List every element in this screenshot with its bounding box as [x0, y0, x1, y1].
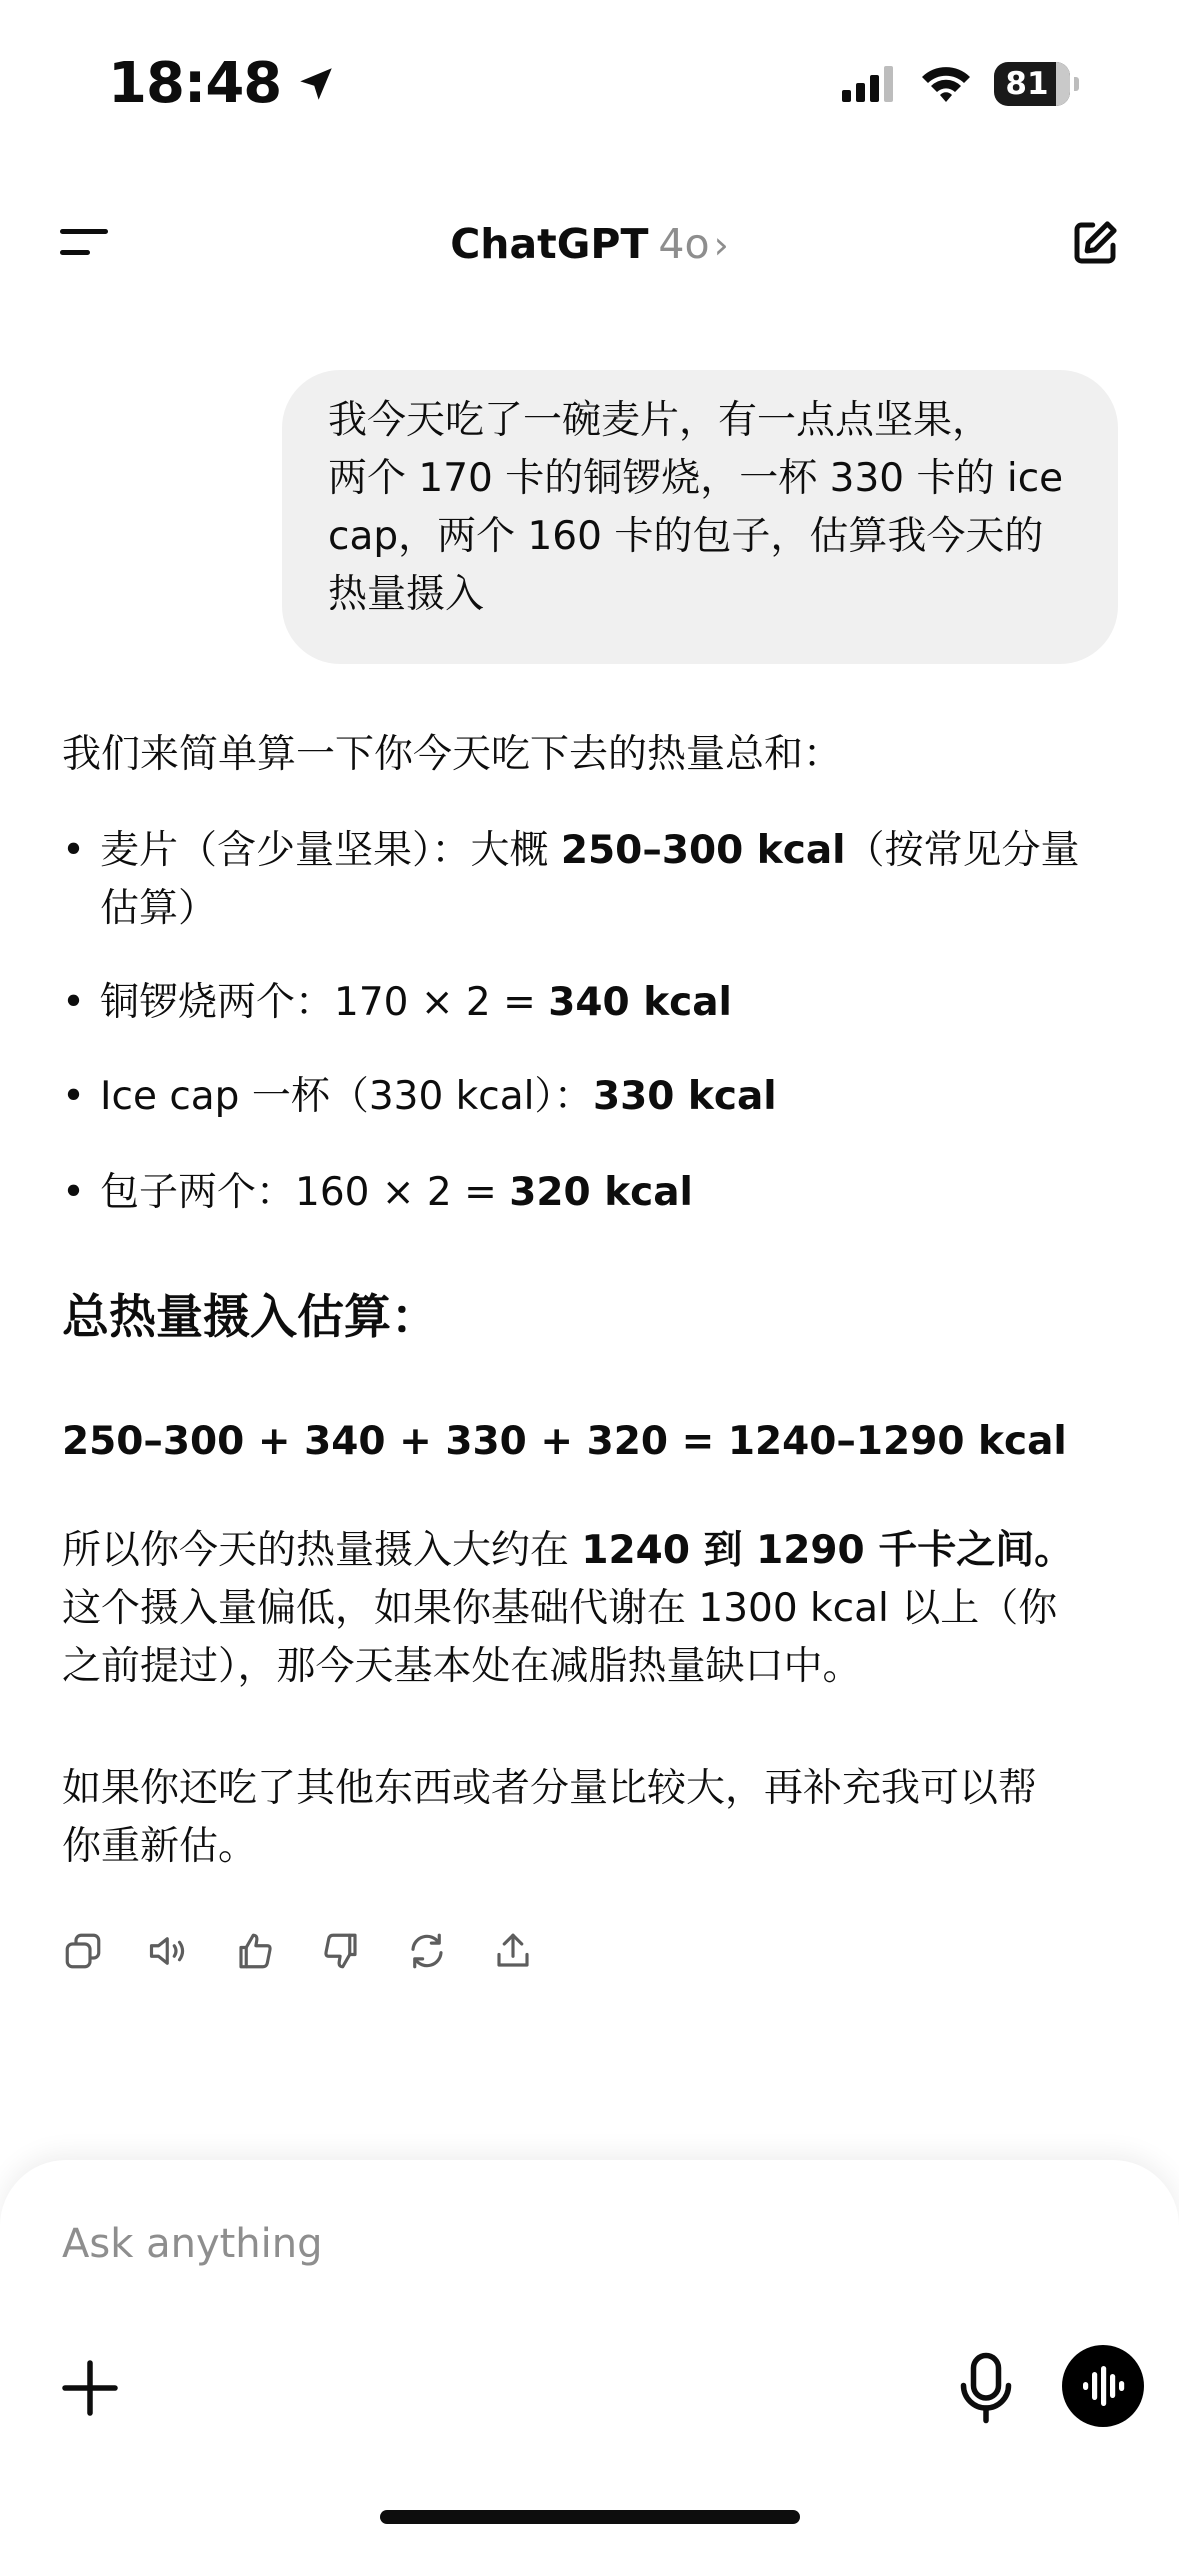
item-label: 铜锣烧两个：170 × 2 =	[100, 980, 549, 1025]
new-chat-icon[interactable]	[1068, 216, 1122, 270]
summary-text: 这个摄入量偏低，如果你基础代谢在 1300 kcal 以上（你	[62, 1586, 1058, 1631]
battery-level: 81	[1005, 66, 1049, 102]
user-message-line: cap，两个 160 卡的包子，估算我今天的	[328, 514, 1044, 559]
list-item	[62, 822, 1122, 938]
status-time-text: 18:48	[108, 51, 282, 116]
thumbs-down-icon[interactable]	[318, 1928, 364, 1974]
message-actions	[60, 1928, 536, 1974]
item-suffix: （按常见分量	[845, 828, 1080, 873]
battery-icon	[994, 62, 1070, 106]
item-label: 麦片（含少量坚果）：大概	[100, 828, 561, 873]
battery-tip	[1074, 77, 1079, 91]
list-item	[62, 974, 1122, 1032]
status-indicators	[842, 62, 1079, 106]
assistant-intro: 我们来简单算一下你今天吃下去的热量总和：	[62, 732, 843, 777]
mic-icon[interactable]	[956, 2350, 1016, 2426]
summary-bold: 1240 到 1290 千卡之间。	[581, 1528, 1074, 1573]
followup-text: 你重新估。	[62, 1824, 258, 1869]
message-input[interactable]: Ask anything	[62, 2221, 323, 2267]
read-aloud-icon[interactable]	[146, 1928, 192, 1974]
summary-text: 所以你今天的热量摄入大约在	[62, 1528, 582, 1573]
share-icon[interactable]	[490, 1928, 536, 1974]
item-suffix: 估算）	[100, 886, 218, 931]
signal-icon	[842, 66, 898, 102]
item-label: Ice cap 一杯（330 kcal）：	[100, 1074, 593, 1119]
item-label: 包子两个：160 × 2 =	[100, 1170, 510, 1215]
item-value: 340 kcal	[548, 980, 732, 1025]
followup-paragraph	[62, 1760, 1122, 1876]
home-indicator	[380, 2510, 800, 2524]
chevron-right-icon: ›	[713, 223, 729, 267]
plus-icon[interactable]	[60, 2358, 120, 2418]
total-formula: 250–300 + 340 + 330 + 320 = 1240–1290 kcal	[62, 1419, 1067, 1464]
regenerate-icon[interactable]	[404, 1928, 450, 1974]
item-value: 250–300 kcal	[560, 828, 846, 873]
list-item	[62, 1164, 1122, 1222]
bullet-dot: •	[62, 828, 86, 873]
app-name: ChatGPT	[450, 220, 649, 268]
user-message-line: 热量摄入	[328, 572, 485, 617]
model-selector[interactable]	[0, 214, 1179, 275]
user-message-bubble	[282, 370, 1118, 664]
user-message-line: 两个 170 卡的铜锣烧，一杯 330 卡的 ice	[328, 456, 1064, 501]
thumbs-up-icon[interactable]	[232, 1928, 278, 1974]
bullet-dot: •	[62, 1170, 86, 1215]
location-arrow-icon	[295, 63, 337, 105]
summary-paragraph	[62, 1522, 1122, 1696]
voice-mode-icon[interactable]	[1062, 2345, 1144, 2427]
bullet-dot: •	[62, 1074, 86, 1119]
summary-text: 之前提过），那今天基本处在减脂热量缺口中。	[62, 1644, 862, 1689]
user-message-line: 我今天吃了一碗麦片，有一点点坚果，	[328, 398, 992, 443]
list-item	[62, 1068, 1122, 1126]
item-value: 320 kcal	[509, 1170, 693, 1215]
model-name: 4o	[658, 220, 710, 268]
copy-icon[interactable]	[60, 1928, 106, 1974]
item-value: 330 kcal	[592, 1074, 777, 1119]
followup-text: 如果你还吃了其他东西或者分量比较大，再补充我可以帮	[62, 1766, 1038, 1811]
section-heading: 总热量摄入估算：	[62, 1290, 438, 1345]
wifi-icon	[920, 65, 972, 103]
bullet-dot: •	[62, 980, 86, 1025]
status-time	[108, 52, 337, 116]
